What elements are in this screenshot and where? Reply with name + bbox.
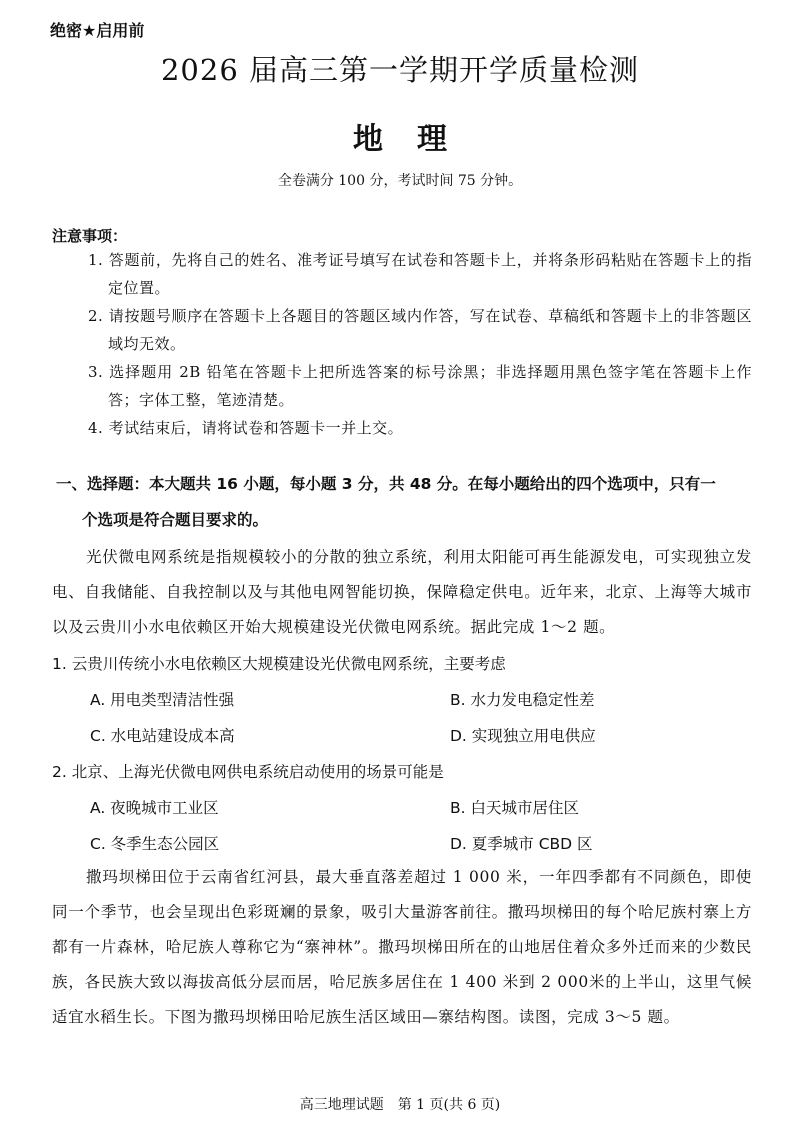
question-2-option-b: B. 白天城市居住区 <box>450 799 579 817</box>
passage-1 <box>52 540 752 645</box>
section-heading-line: 个选项是符合题目要求的。 <box>82 511 269 529</box>
passage-text: 光伏微电网系统是指规模较小的分散的独立系统，利用太阳能可再生能源发电，可实现独立发电、自我储能、自我控制以及与其他电网智能切换，保障稳定供电。近年来，北京、上海等大城市以及云贵川小水电依赖区开始大规模建设光伏微电网系统。据此完成 1～2 题。 <box>52 548 752 636</box>
passage-2 <box>52 860 752 1035</box>
score-info: 全卷满分 100 分，考试时间 75 分钟。 <box>277 173 523 189</box>
confidential-label: 绝密★启用前 <box>50 21 145 40</box>
question-1-option-b: B. 水力发电稳定性差 <box>450 691 595 709</box>
notice-list <box>88 246 752 442</box>
question-1-option-a: A. 用电类型清洁性强 <box>90 691 235 709</box>
notice-item: 1. 答题前，先将自己的姓名、准考证号填写在试卷和答题卡上，并将条形码粘贴在答题卡上的指定位置。 <box>88 251 752 297</box>
question-2-option-a: A. 夜晚城市工业区 <box>90 799 219 817</box>
notice-item: 2. 请按题号顺序在答题卡上各题目的答题区域内作答，写在试卷、草稿纸和答题卡上的非答题区域均无效。 <box>88 307 752 353</box>
page-footer: 高三地理试题 第 1 页(共 6 页) <box>299 1097 501 1113</box>
question-1-stem: 1. 云贵川传统小水电依赖区大规模建设光伏微电网系统，主要考虑 <box>52 655 506 673</box>
passage-text: 撒玛坝梯田位于云南省红河县，最大垂直落差超过 1 000 米，一年四季都有不同颜色，即使同一个季节，也会呈现出色彩斑斓的景象，吸引大量游客前往。撒玛坝梯田的每个哈尼族村寨上方都有一片森林，哈尼族人尊称它为“寨神林”。撒玛坝梯田所在的山地居住着众多外迁而来的少数民族，各民族大致以海拔高低分层而居，哈尼族多居住在 1 400 米到 2 000米的上半山，这里气候适宜水稻生长。下图为撒玛坝梯田哈尼族生活区域田—寨结构图。读图，完成 3～5 题。 <box>52 868 752 1026</box>
notice-item: 3. 选择题用 2B 铅笔在答题卡上把所选答案的标号涂黑；非选择题用黑色签字笔在答题卡上作答；字体工整，笔迹清楚。 <box>88 363 752 409</box>
exam-title: 2026 届高三第一学期开学质量检测 <box>160 53 640 87</box>
question-2-option-c: C. 冬季生态公园区 <box>90 835 220 853</box>
section-heading <box>56 466 756 538</box>
notice-item: 4. 考试结束后，请将试卷和答题卡一并上交。 <box>88 419 404 437</box>
question-1-option-d: D. 实现独立用电供应 <box>450 727 596 745</box>
subject-title: 地理 <box>353 122 481 157</box>
question-2-option-d: D. 夏季城市 CBD 区 <box>450 835 593 853</box>
question-2-stem: 2. 北京、上海光伏微电网供电系统启动使用的场景可能是 <box>52 763 444 781</box>
section-heading-line: 一、选择题：本大题共 16 小题，每小题 3 分，共 48 分。在每小题给出的四个选项中，只有一 <box>56 475 716 493</box>
notice-heading: 注意事项： <box>52 227 128 245</box>
question-1-option-c: C. 水电站建设成本高 <box>90 727 235 745</box>
